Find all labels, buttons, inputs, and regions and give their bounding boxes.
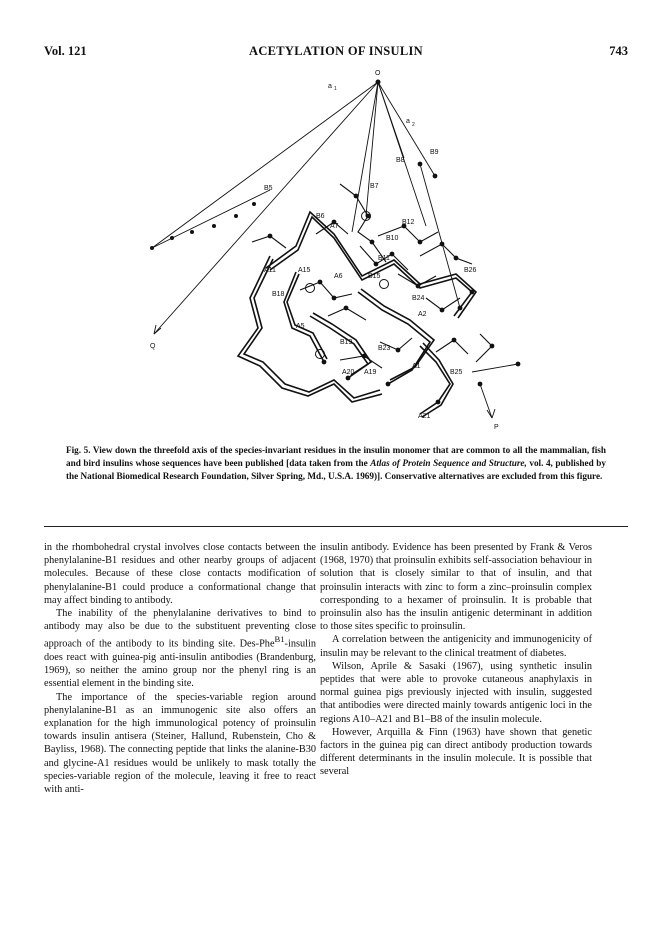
label-a2: a: [406, 118, 410, 125]
label-P: P: [494, 424, 499, 431]
figure-caption: [66, 444, 606, 484]
label-A15: A15: [298, 267, 311, 274]
label-a2-sub: 2: [412, 122, 415, 128]
paragraph: The importance of the species-variable region around phenylalanine-B1 as an immunogenic site also offers an explanation for the high immunological potency of proinsulin towards insulin antisera (Steiner, Hallund, Rubenstein, Cho & Bayliss, 1968). The connecting peptide that links the alanine-B30 and glycine-A1 residues would be unlikely to mask totally the species-variable region of the molecule, leaving it free to react with anti-: [44, 691, 316, 796]
label-B10: B10: [386, 235, 399, 242]
arrowheads: [154, 325, 495, 418]
label-B5: B5: [264, 185, 273, 192]
label-B6: B6: [316, 213, 325, 220]
paragraph: in the rhombohedral crystal involves close contacts between the phenylalanine-B1 residues and other nearby groups of adjacent molecules. Because of these close contacts modification of phenylalanine-B1 could produce a conformational change that may affect binding to antibody.: [44, 542, 316, 606]
atom-markers: [150, 80, 520, 405]
paragraph: Wilson, Aprile & Sasaki (1967), using synthetic insulin peptides that were able to provoke cutaneous anaphylaxis in normal guinea pigs previously injected with insulin, suggested that antibodies were directed mainly towards antigenic loci in the regions A10–A21 and B1–B8 of the insulin molecule.: [320, 660, 592, 725]
label-B8: B8: [396, 157, 405, 164]
label-A6: A6: [334, 273, 343, 280]
caption-italic-title: Atlas of Protein Sequence and Structure,: [370, 458, 527, 469]
label-B12: B12: [402, 219, 415, 226]
paragraph: The inability of the phenylalanine derivatives to bind to antibody may also be due to the substituent preventing close approach of the antibody to its binding site. Des-Phe$^{B1}$-insulin does react with guinea-pig anti-insulin antibodies (Brandenburg, 1969), so neither the amino group nor the phenyl ring is an essential element in the binding site.: [44, 608, 316, 690]
label-O: O: [375, 70, 381, 77]
label-A19: A19: [364, 369, 377, 376]
label-B9: B9: [430, 149, 439, 156]
label-B11: B11: [378, 255, 390, 262]
running-header: [44, 44, 628, 60]
right-column: [320, 541, 592, 779]
page-number: 743: [609, 44, 628, 58]
left-column: [44, 541, 316, 796]
label-a1-sub: 1: [334, 86, 337, 92]
label-B7: B7: [370, 183, 379, 190]
label-A20: A20: [342, 369, 355, 376]
label-B15: B15: [368, 273, 381, 280]
label-A11: A11: [264, 267, 276, 274]
label-A1: A1: [412, 363, 421, 370]
projection-lines: [152, 82, 518, 418]
label-a1: a: [328, 83, 332, 90]
residue-labels: [150, 70, 499, 431]
label-Q: Q: [150, 343, 156, 350]
label-B26: B26: [464, 267, 477, 274]
running-title: ACETYLATION OF INSULIN: [249, 44, 423, 58]
label-B18: B18: [272, 291, 285, 298]
label-A5: A5: [296, 323, 305, 330]
structure-diagram: [120, 66, 550, 432]
caption-tail: vol. 4, published by the National Biomedical Research Foundation, Silver Spring, Md., U.S.A. 1969)]. Conservative alternatives are excluded from this figure.: [66, 458, 606, 482]
paragraph: However, Arquilla & Finn (1963) have shown that genetic factors in the guinea pig can direct antibody production towards different determinants in the insulin molecule. It is possible that several: [320, 726, 592, 778]
label-B25: B25: [450, 369, 463, 376]
caption-lead: Fig. 5. View down the threefold axis of the species-invariant residues in the insulin monomer that are common to all the mammalian, fish and bird insulins whose sequences have been published [data taken from the: [66, 445, 606, 469]
label-A7: A7: [330, 223, 339, 230]
insulin-structure-figure: [120, 66, 550, 432]
label-B23: B23: [378, 345, 391, 352]
section-divider: [44, 526, 628, 527]
paragraph: insulin antibody. Evidence has been presented by Frank & Veros (1968, 1970) that proinsulin exhibits self-association behaviour in solution that is closely similar to that of insulin, and that proinsulin interacts with zinc to form a zinc–proinsulin complex corresponding to a hexamer of proinsulin. It is probable that proinsulin also has the insulin antigenic determinant in addition to those sites specific to proinsulin.: [320, 542, 592, 633]
paragraph: A correlation between the antigenicity and immunogenicity of insulin may be relevant to the clinical treatment of diabetes.: [320, 634, 592, 659]
volume-number: Vol. 121: [44, 44, 87, 58]
label-A21: A21: [418, 413, 431, 420]
label-B24: B24: [412, 295, 425, 302]
label-A2: A2: [418, 311, 427, 318]
label-B19: B19: [340, 339, 353, 346]
